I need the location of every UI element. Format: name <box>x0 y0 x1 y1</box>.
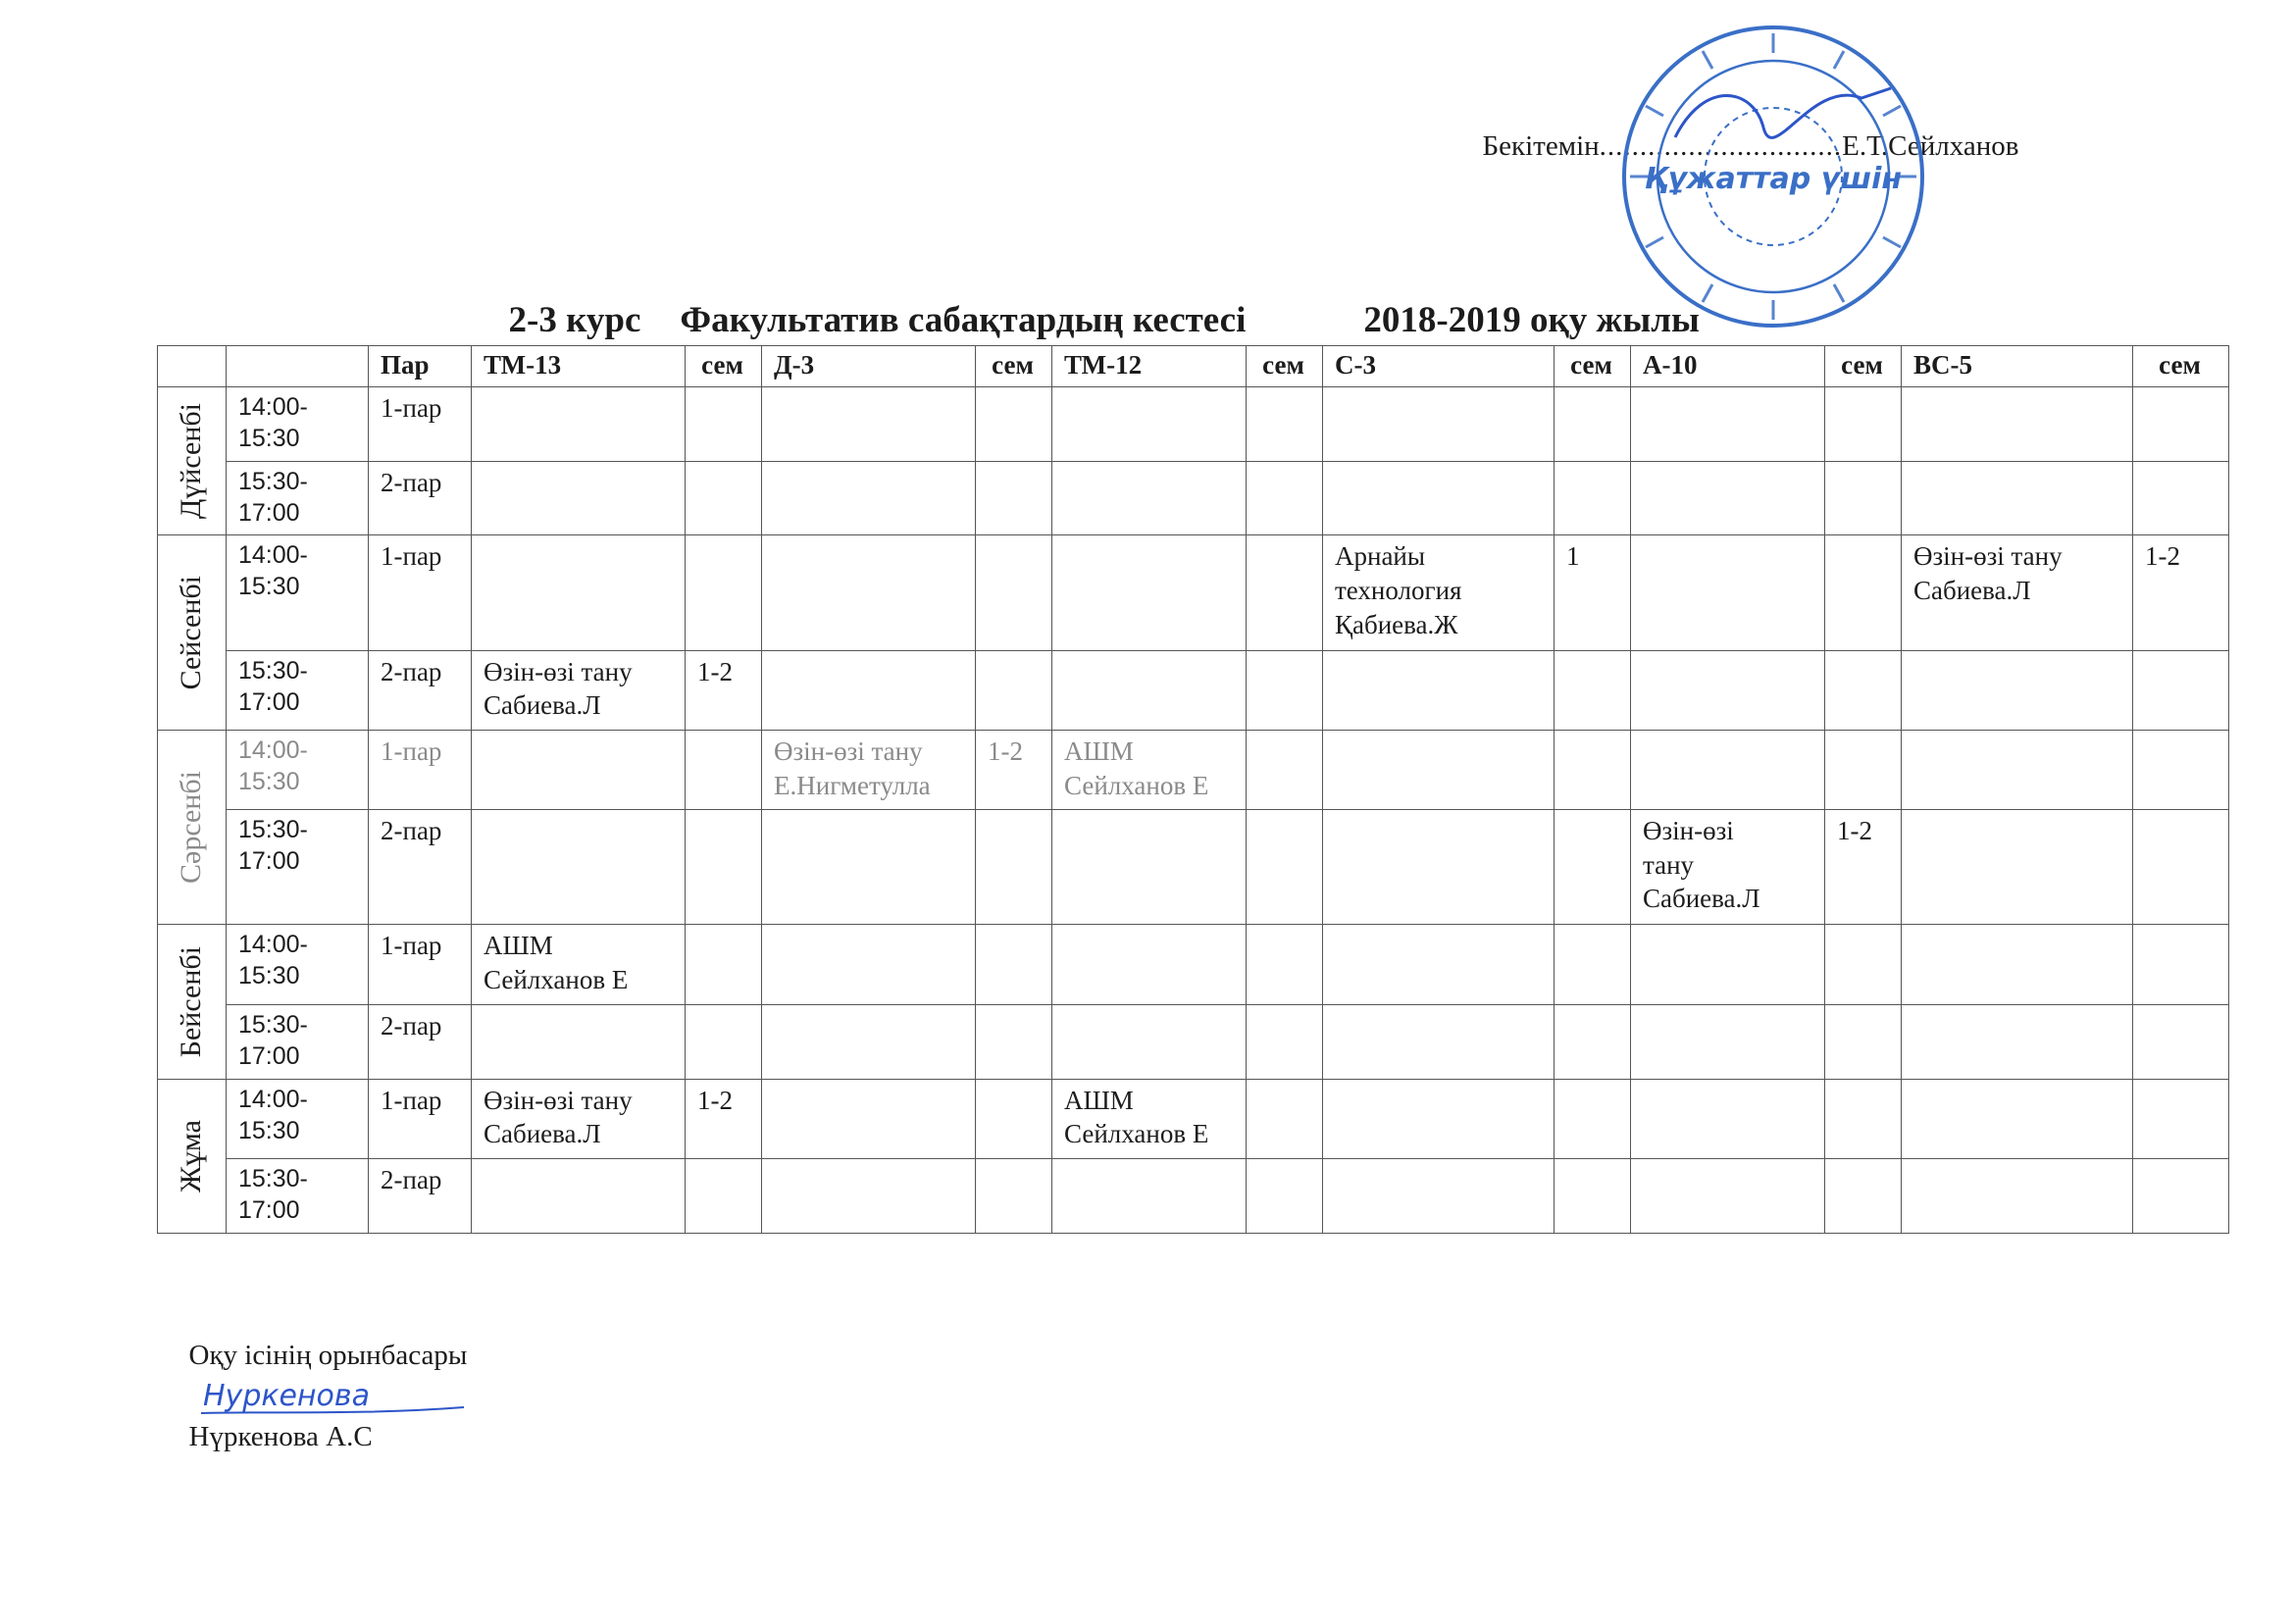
time-cell: 14:00- 15:30 <box>227 535 369 650</box>
header-cell: ТМ-12 <box>1052 346 1247 387</box>
sem-cell <box>2133 730 2229 809</box>
sem-cell <box>976 461 1052 535</box>
sem-cell: 1-2 <box>686 1079 762 1158</box>
lesson-cell <box>1323 650 1555 730</box>
header-cell: Д-3 <box>762 346 976 387</box>
time-cell: 14:00- 15:30 <box>227 1079 369 1158</box>
lesson-cell <box>1631 730 1825 809</box>
sem-cell <box>976 386 1052 461</box>
sem-cell <box>2133 386 2229 461</box>
sem-cell <box>686 386 762 461</box>
header-cell <box>158 346 227 387</box>
sem-cell <box>1825 1079 1902 1158</box>
sem-cell <box>1555 730 1631 809</box>
lesson-cell <box>1902 730 2133 809</box>
table-row <box>158 1079 2229 1158</box>
table-row <box>158 461 2229 535</box>
header-cell: сем <box>1247 346 1323 387</box>
lesson-cell <box>1052 386 1247 461</box>
lesson-cell: Арнайы технология Қабиева.Ж <box>1323 535 1555 650</box>
schedule-table <box>157 345 2229 1234</box>
approver-name: Е.Т.Сейлханов <box>1842 130 2019 162</box>
sem-cell <box>1555 1158 1631 1233</box>
official-stamp <box>1616 20 1930 333</box>
lesson-cell <box>1631 1079 1825 1158</box>
title-year: 2018-2019 оқу жылы <box>1363 300 1700 340</box>
sem-cell <box>976 535 1052 650</box>
header-cell <box>227 346 369 387</box>
lesson-cell <box>1323 730 1555 809</box>
footer <box>175 1307 487 1453</box>
lesson-cell <box>472 461 686 535</box>
lesson-cell <box>472 1004 686 1079</box>
lesson-cell <box>1052 650 1247 730</box>
lesson-cell: Өзін-өзі тану Сабиева.Л <box>472 650 686 730</box>
sem-cell <box>1555 1004 1631 1079</box>
time-cell: 14:00- 15:30 <box>227 730 369 809</box>
lesson-cell <box>762 1158 976 1233</box>
day-cell <box>158 925 227 1079</box>
sem-cell <box>976 650 1052 730</box>
lesson-cell <box>1631 925 1825 1004</box>
stamp-text: Құжаттар үшін <box>1644 162 1903 196</box>
sem-cell <box>1247 1004 1323 1079</box>
header-cell: сем <box>686 346 762 387</box>
page-title <box>490 257 1700 341</box>
lesson-cell <box>762 1079 976 1158</box>
pair-cell: 1-пар <box>369 1079 472 1158</box>
sem-cell <box>686 535 762 650</box>
sem-cell <box>2133 650 2229 730</box>
pair-cell: 2-пар <box>369 650 472 730</box>
table-body <box>158 386 2229 1233</box>
lesson-cell <box>472 1158 686 1233</box>
sem-cell <box>1825 925 1902 1004</box>
day-cell <box>158 1079 227 1233</box>
header-cell: сем <box>1825 346 1902 387</box>
table-header-row <box>158 346 2229 387</box>
table-row <box>158 810 2229 925</box>
sem-cell <box>1825 730 1902 809</box>
header-cell: Пар <box>369 346 472 387</box>
sem-cell <box>1825 1158 1902 1233</box>
sem-cell <box>1555 386 1631 461</box>
lesson-cell <box>1631 650 1825 730</box>
lesson-cell <box>1631 461 1825 535</box>
lesson-cell <box>762 535 976 650</box>
sem-cell <box>1247 1158 1323 1233</box>
lesson-cell <box>472 810 686 925</box>
sem-cell <box>1247 535 1323 650</box>
lesson-cell <box>1052 1004 1247 1079</box>
sem-cell: 1-2 <box>976 730 1052 809</box>
lesson-cell <box>1902 925 2133 1004</box>
sem-cell <box>976 1004 1052 1079</box>
lesson-cell <box>1902 810 2133 925</box>
sem-cell <box>976 925 1052 1004</box>
lesson-cell <box>1902 650 2133 730</box>
pair-cell: 1-пар <box>369 535 472 650</box>
sem-cell <box>1555 925 1631 1004</box>
table-row <box>158 535 2229 650</box>
lesson-cell: Өзін-өзі тану Сабиева.Л <box>1902 535 2133 650</box>
sem-cell <box>1825 386 1902 461</box>
table-row <box>158 1004 2229 1079</box>
sem-cell <box>1247 925 1323 1004</box>
time-cell: 15:30- 17:00 <box>227 650 369 730</box>
sem-cell <box>1247 1079 1323 1158</box>
sem-cell <box>976 810 1052 925</box>
lesson-cell <box>1052 461 1247 535</box>
signature-image <box>195 1372 470 1421</box>
header-cell: сем <box>1555 346 1631 387</box>
sem-cell <box>1825 461 1902 535</box>
lesson-cell <box>762 461 976 535</box>
lesson-cell <box>1902 1079 2133 1158</box>
day-name: Бейсенбі <box>175 945 208 1058</box>
lesson-cell <box>1631 535 1825 650</box>
sem-cell <box>1825 535 1902 650</box>
lesson-cell <box>762 925 976 1004</box>
lesson-cell <box>1902 461 2133 535</box>
title-course: 2-3 курс <box>508 300 641 340</box>
sem-cell <box>686 810 762 925</box>
lesson-cell: АШМ Сейлханов Е <box>472 925 686 1004</box>
time-cell: 15:30- 17:00 <box>227 461 369 535</box>
lesson-cell <box>472 386 686 461</box>
deputy-position: Оқу ісінің орынбасары <box>188 1340 468 1371</box>
lesson-cell <box>1323 925 1555 1004</box>
lesson-cell <box>1902 1158 2133 1233</box>
sem-cell <box>1247 650 1323 730</box>
lesson-cell: Өзін-өзі тану Сабиева.Л <box>1631 810 1825 925</box>
sem-cell: 1-2 <box>2133 535 2229 650</box>
time-cell: 15:30- 17:00 <box>227 1158 369 1233</box>
day-name: Сейсенбі <box>175 576 208 690</box>
lesson-cell <box>1052 1158 1247 1233</box>
day-name: Сәрсенбі <box>175 771 208 885</box>
time-cell: 14:00- 15:30 <box>227 386 369 461</box>
sem-cell <box>2133 1079 2229 1158</box>
sem-cell <box>2133 810 2229 925</box>
sem-cell <box>1555 650 1631 730</box>
sem-cell <box>2133 461 2229 535</box>
time-cell: 15:30- 17:00 <box>227 810 369 925</box>
approval-dots: .............................. <box>1599 130 1843 162</box>
sem-cell <box>2133 1004 2229 1079</box>
lesson-cell: АШМ Сейлханов Е <box>1052 1079 1247 1158</box>
lesson-cell <box>762 650 976 730</box>
header-cell: сем <box>976 346 1052 387</box>
pair-cell: 1-пар <box>369 730 472 809</box>
day-cell <box>158 386 227 535</box>
lesson-cell <box>472 535 686 650</box>
lesson-cell <box>472 730 686 809</box>
sem-cell <box>1825 650 1902 730</box>
sem-cell <box>976 1079 1052 1158</box>
table-row <box>158 1158 2229 1233</box>
day-name: Жұма <box>175 1119 208 1193</box>
lesson-cell <box>762 1004 976 1079</box>
pair-cell: 2-пар <box>369 1004 472 1079</box>
sem-cell: 1-2 <box>686 650 762 730</box>
pair-cell: 2-пар <box>369 461 472 535</box>
header-cell: С-3 <box>1323 346 1555 387</box>
table-row <box>158 730 2229 809</box>
pair-cell: 2-пар <box>369 1158 472 1233</box>
sem-cell <box>2133 925 2229 1004</box>
lesson-cell <box>1323 1079 1555 1158</box>
table-row <box>158 925 2229 1004</box>
sem-cell <box>1555 810 1631 925</box>
signature-text: Нуркенова <box>202 1379 370 1413</box>
sem-cell <box>1247 810 1323 925</box>
lesson-cell <box>1323 810 1555 925</box>
deputy-name: Нүркенова А.С <box>188 1421 373 1452</box>
lesson-cell: Өзін-өзі тану Сабиева.Л <box>472 1079 686 1158</box>
sem-cell <box>2133 1158 2229 1233</box>
lesson-cell <box>1052 810 1247 925</box>
sem-cell <box>1247 730 1323 809</box>
lesson-cell <box>1902 1004 2133 1079</box>
lesson-cell <box>1631 1004 1825 1079</box>
sem-cell <box>686 461 762 535</box>
sem-cell <box>686 925 762 1004</box>
table-row <box>158 386 2229 461</box>
title-name: Факультатив сабақтардың кестесі <box>680 300 1247 340</box>
header-cell: сем <box>2133 346 2229 387</box>
lesson-cell <box>1631 386 1825 461</box>
table-row <box>158 650 2229 730</box>
lesson-cell <box>1323 1004 1555 1079</box>
sem-cell <box>686 1158 762 1233</box>
day-name: Дүйсенбі <box>175 402 208 520</box>
time-cell: 15:30- 17:00 <box>227 1004 369 1079</box>
sem-cell <box>976 1158 1052 1233</box>
lesson-cell <box>1323 386 1555 461</box>
header-cell: А-10 <box>1631 346 1825 387</box>
lesson-cell <box>1323 461 1555 535</box>
sem-cell <box>686 730 762 809</box>
lesson-cell <box>762 810 976 925</box>
approval-label: Бекітемін <box>1482 130 1600 162</box>
sem-cell <box>1555 1079 1631 1158</box>
lesson-cell <box>1631 1158 1825 1233</box>
pair-cell: 1-пар <box>369 386 472 461</box>
header-cell: ТМ-13 <box>472 346 686 387</box>
lesson-cell: Өзін-өзі тану Е.Нигметулла <box>762 730 976 809</box>
time-cell: 14:00- 15:30 <box>227 925 369 1004</box>
day-cell <box>158 730 227 924</box>
sem-cell <box>1825 1004 1902 1079</box>
lesson-cell <box>1052 925 1247 1004</box>
header-cell: ВС-5 <box>1902 346 2133 387</box>
sem-cell: 1-2 <box>1825 810 1902 925</box>
sem-cell: 1 <box>1555 535 1631 650</box>
sem-cell <box>1247 461 1323 535</box>
sem-cell <box>1247 386 1323 461</box>
pair-cell: 1-пар <box>369 925 472 1004</box>
lesson-cell <box>762 386 976 461</box>
day-cell <box>158 535 227 730</box>
sem-cell <box>1555 461 1631 535</box>
pair-cell: 2-пар <box>369 810 472 925</box>
lesson-cell: АШМ Сейлханов Е <box>1052 730 1247 809</box>
lesson-cell <box>1902 386 2133 461</box>
lesson-cell <box>1052 535 1247 650</box>
sem-cell <box>686 1004 762 1079</box>
lesson-cell <box>1323 1158 1555 1233</box>
